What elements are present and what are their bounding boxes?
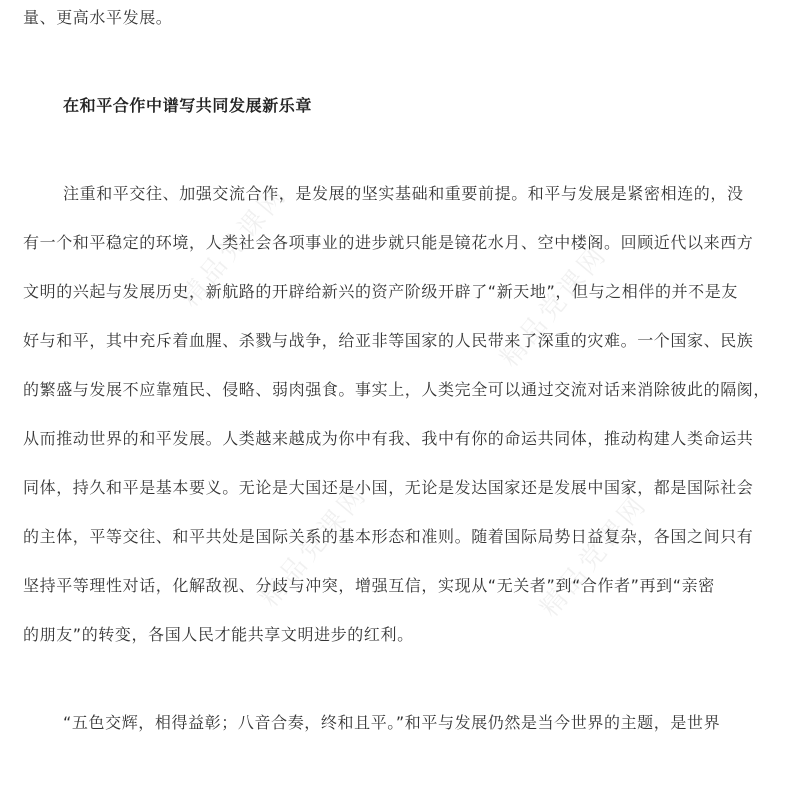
paragraph-line: 同体，持久和平是基本要义。无论是大国还是小国，无论是发达国家还是发展中国家，都是国际社会 (23, 478, 754, 497)
paragraph-line: 从而推动世界的和平发展。人类越来越成为你中有我、我中有你的命运共同体，推动构建人类命运共 (23, 429, 754, 448)
paragraph-line: 注重和平交往、加强交流合作，是发展的坚实基础和重要前提。和平与发展是紧密相连的，没 (63, 184, 744, 203)
paragraph-line: “五色交辉，相得益彰；八音合奏，终和且平。”和平与发展仍然是当今世界的主题，是世界 (63, 713, 721, 732)
previous-paragraph-tail: 量、更高水平发展。 (23, 8, 173, 27)
watermark-text: 精品党课网 (534, 488, 655, 624)
paragraph-line: 坚持平等理性对话，化解敌视、分歧与冲突，增强互信，实现从“无关者”到“合作者”再到“亲密 (23, 576, 715, 595)
paragraph-line: 的主体，平等交往、和平共处是国际关系的基本形态和准则。随着国际局势日益复杂，各国之间只有 (23, 527, 754, 546)
watermark-text: 精品党课网 (174, 178, 295, 314)
paragraph-line: 的朋友”的转变，各国人民才能共享文明进步的红利。 (23, 625, 414, 644)
section-heading: 在和平合作中谱写共同发展新乐章 (63, 96, 313, 115)
paragraph-line: 的繁盛与发展不应靠殖民、侵略、弱肉强食。事实上，人类完全可以通过交流对话来消除彼此的隔阂， (23, 380, 771, 399)
watermark-text: 精品党课网 (254, 478, 375, 614)
paragraph-line: 好与和平，其中充斥着血腥、杀戮与战争，给亚非等国家的人民带来了深重的灾难。一个国家、民族 (23, 331, 754, 350)
paragraph-line: 文明的兴起与发展历史，新航路的开辟给新兴的资产阶级开辟了“新天地”，但与之相伴的并不是友 (23, 282, 738, 301)
paragraph-line: 有一个和平稳定的环境，人类社会各项事业的进步就只能是镜花水月、空中楼阁。回顾近代以来西方 (23, 233, 754, 252)
watermark-text: 精品党课网 (494, 238, 615, 374)
